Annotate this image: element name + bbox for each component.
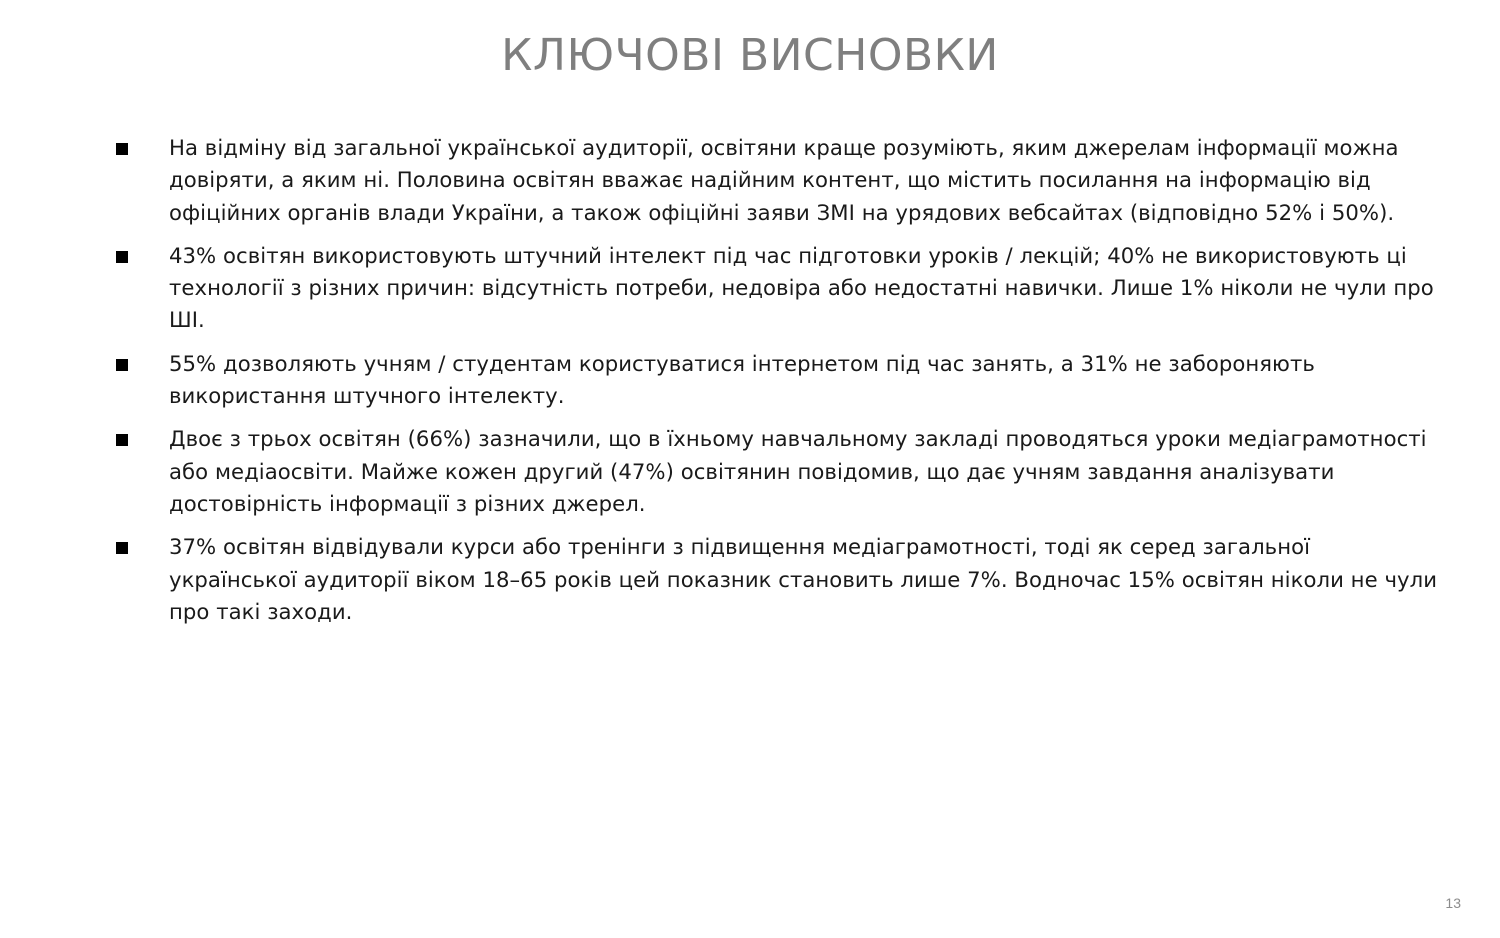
list-item	[112, 531, 1442, 628]
list-item	[112, 348, 1442, 413]
page-number: 13	[1445, 895, 1461, 911]
square-bullet-icon	[116, 434, 128, 446]
list-item-text: На відміну від загальної української аудиторії, освітяни краще розуміють, яким джерелам інформації можна довіряти, а яким ні. Половина освітян вважає надійним контент, що містить посилання на інформацію від офіційних органів влади України, а також офіційні заяви ЗМІ на урядових вебсайтах (відповідно 52% і 50%).	[169, 135, 1399, 225]
list-item-text: 55% дозволяють учням / студентам користуватися інтернетом під час занять, а 31% не забороняють використання штучного інтелекту.	[169, 350, 1315, 409]
square-bullet-icon	[116, 359, 128, 371]
square-bullet-icon	[116, 143, 128, 155]
list-item	[112, 240, 1442, 337]
list-item-text: 37% освітян відвідували курси або тренінги з підвищення медіаграмотності, тоді як серед загальної української аудиторії віком 18–65 років цей показник становить лише 7%. Водночас 15% освітян ніколи не чули про такі заходи.	[169, 534, 1438, 624]
list-item	[112, 423, 1442, 520]
square-bullet-icon	[116, 251, 128, 263]
list-item	[112, 132, 1442, 229]
list-item-text: 43% освітян використовують штучний інтелект під час підготовки уроків / лекцій; 40% не використовують ці технології з різних причин: відсутність потреби, недовіра або недостатні навички. Лише 1% ніколи не чули про ШІ.	[169, 242, 1434, 333]
key-findings-list	[112, 132, 1442, 639]
list-item-text: Двоє з трьох освітян (66%) зазначили, що в їхньому навчальному закладі проводяться уроки медіаграмотності або медіаосвіти. Майже кожен другий (47%) освітянин повідомив, що дає учням завдання аналізувати достовірність інформації з різних джерел.	[169, 426, 1427, 516]
square-bullet-icon	[116, 542, 128, 554]
slide-title: КЛЮЧОВІ ВИСНОВКИ	[501, 30, 999, 81]
